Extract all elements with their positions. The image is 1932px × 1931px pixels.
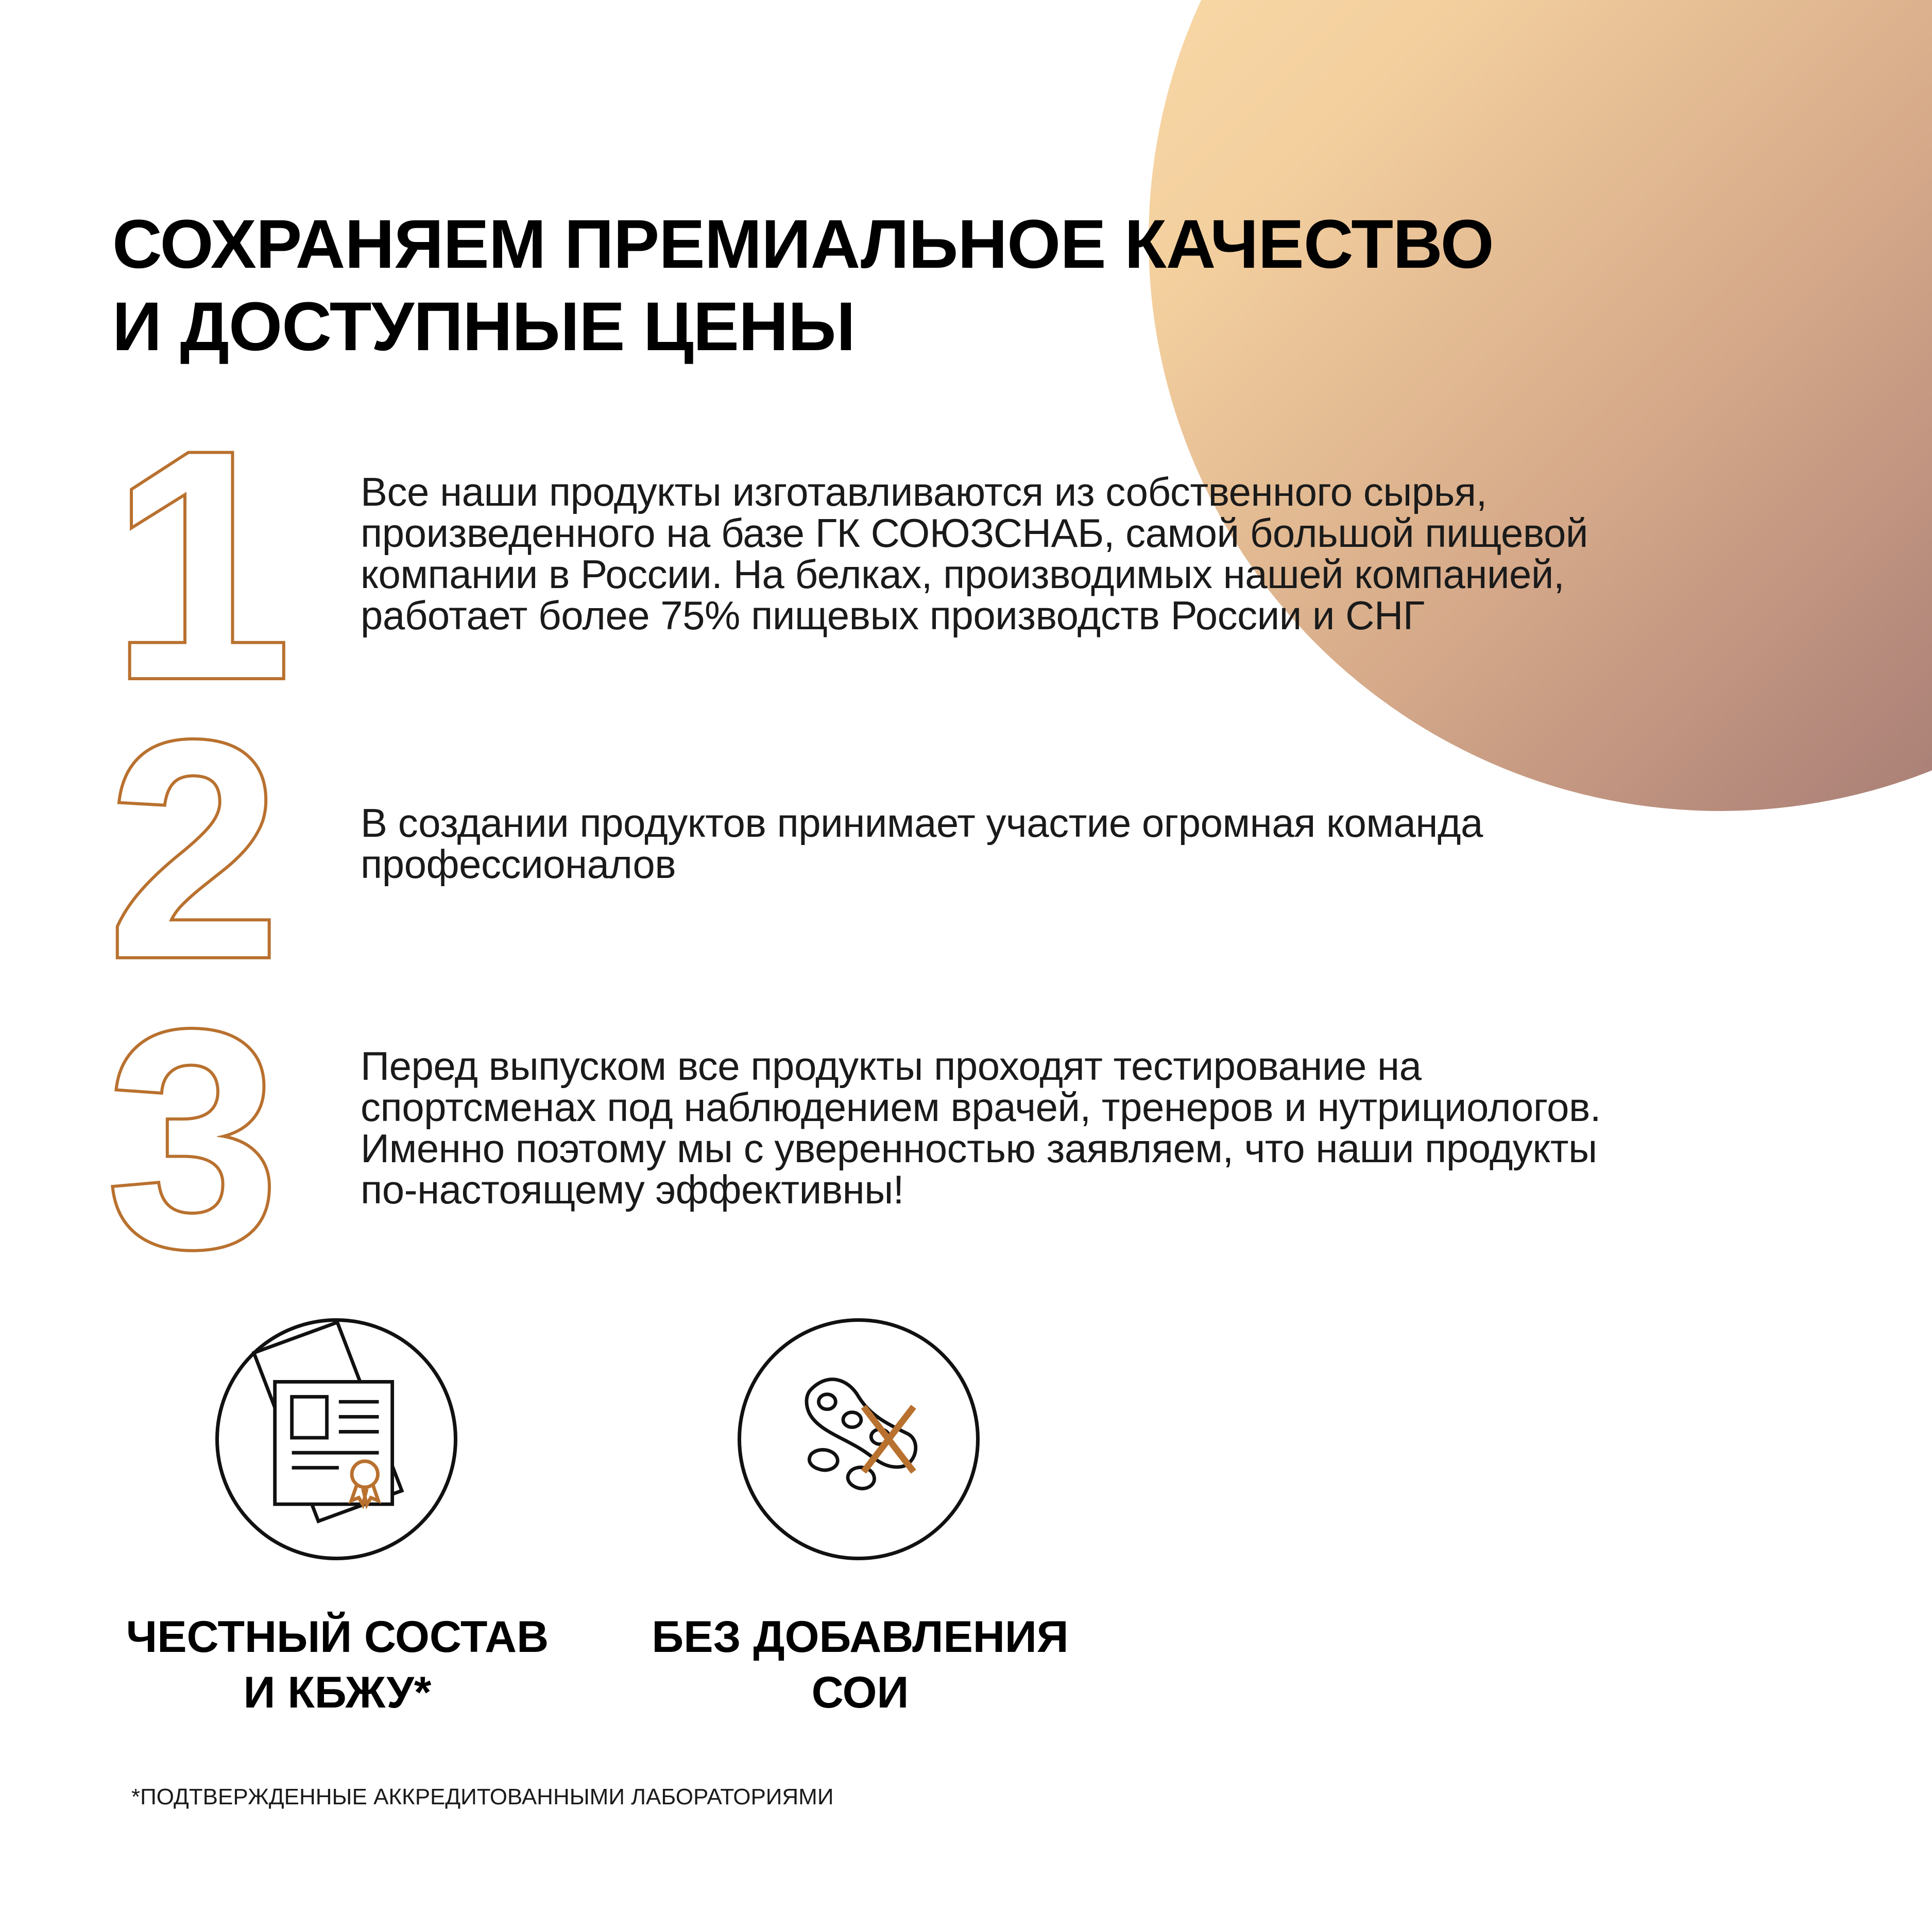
item-2-line-2: профессионалов: [361, 841, 676, 887]
page-title-line-1: СОХРАНЯЕМ ПРЕМИАЛЬНОЕ КАЧЕСТВО: [112, 206, 1494, 283]
no-soy-badge: [738, 1318, 980, 1560]
decorative-gradient-circle: [1149, 0, 1932, 811]
page-title-line-2: И ДОСТУПНЫЕ ЦЕНЫ: [112, 288, 855, 365]
page-title: [112, 203, 1494, 368]
item-1-line-4: работает более 75% пищевых производств России и СНГ: [361, 593, 1425, 638]
item-number-1: 1: [111, 384, 292, 746]
item-3-line-4: по-настоящему эффективны!: [361, 1167, 904, 1212]
no-soy-label-line-2: СОИ: [811, 1668, 909, 1717]
item-3-line-3: Именно поэтому мы с уверенностью заявляем, что наши продукты: [361, 1126, 1597, 1171]
certificate-badge-label: [108, 1609, 567, 1720]
item-2-line-1: В создании продуктов принимает участие огромная команда: [361, 800, 1483, 846]
certificate-label-line-2: И КБЖУ*: [243, 1668, 432, 1717]
no-soy-icon: [741, 1322, 976, 1557]
item-number-2: 2: [108, 677, 280, 1022]
item-1-line-1: Все наши продукты изготавливаются из собственного сырья,: [361, 469, 1487, 514]
item-text-1: [361, 471, 1588, 636]
item-3-line-1: Перед выпуском все продукты проходят тестирование на: [361, 1043, 1422, 1089]
footnote: *ПОДТВЕРЖДЕННЫЕ АККРЕДИТОВАННЫМИ ЛАБОРАТОРИЯМИ: [131, 1784, 834, 1809]
item-text-2: [361, 802, 1483, 885]
certificate-label-line-1: ЧЕСТНЫЙ СОСТАВ: [126, 1612, 549, 1662]
certificate-document-icon: [219, 1322, 454, 1557]
item-number-3: 3: [107, 967, 279, 1312]
item-3-line-2: спортсменах под наблюдением врачей, тренеров и нутрициологов.: [361, 1084, 1601, 1130]
item-1-line-3: компании в России. На белках, производимых нашей компанией,: [361, 551, 1565, 597]
certificate-badge: [215, 1318, 457, 1560]
no-soy-badge-label: [631, 1609, 1089, 1720]
item-text-3: [361, 1045, 1601, 1210]
item-1-line-2: произведенного на базе ГК СОЮЗСНАБ, самой большой пищевой: [361, 510, 1588, 556]
no-soy-label-line-1: БЕЗ ДОБАВЛЕНИЯ: [652, 1612, 1069, 1662]
